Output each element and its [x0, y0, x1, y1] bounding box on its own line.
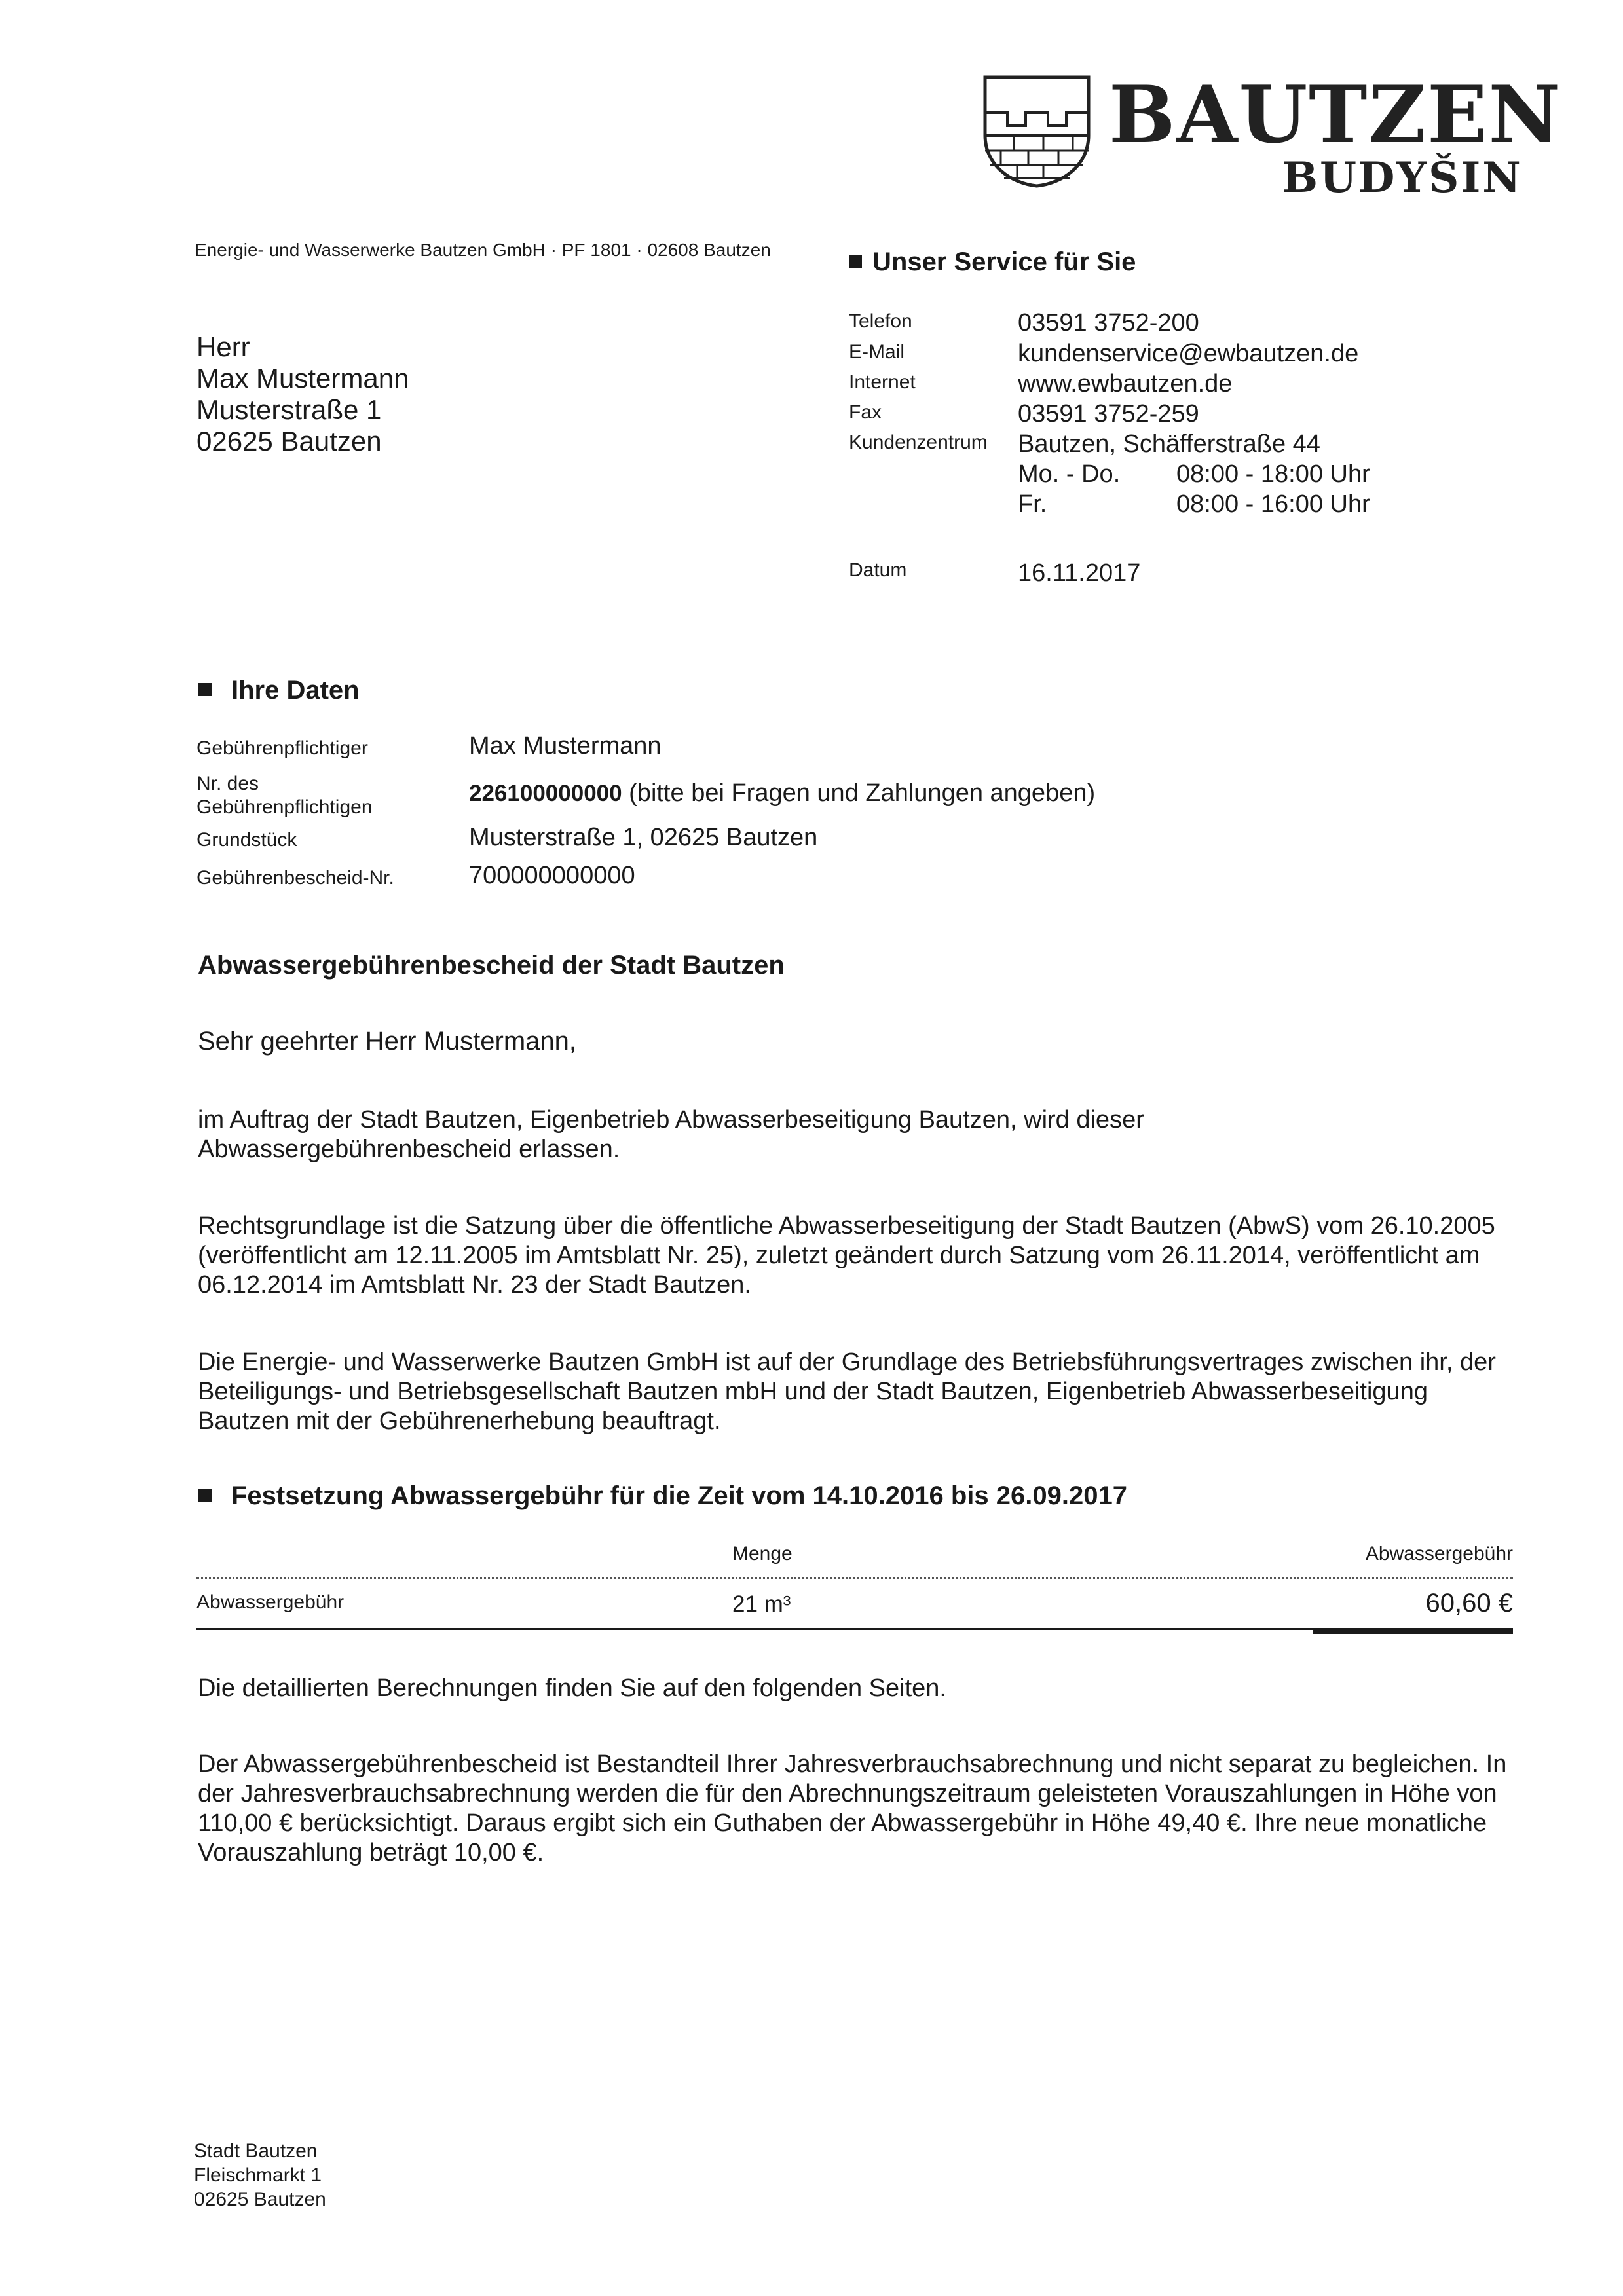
payer-label: Gebührenpflichtiger	[196, 737, 368, 759]
paragraph-commission: im Auftrag der Stadt Bautzen, Eigenbetrieb Abwasserbeseitigung Bautzen, wird dieser Abwassergebührenbescheid erlassen.	[198, 1106, 1144, 1163]
date-value: 16.11.2017	[1018, 559, 1141, 587]
total-underline	[1313, 1630, 1513, 1634]
footer-line-3: 02625 Bautzen	[194, 2189, 326, 2210]
footer-line-1: Stadt Bautzen	[194, 2140, 318, 2162]
payer-nr-value: 226100000000	[469, 781, 622, 806]
logo-subname: BUDYŠIN	[1282, 153, 1523, 202]
fee-table	[196, 1543, 1513, 1641]
table-header-divider	[196, 1577, 1513, 1579]
table-row-menge: 21 m³	[732, 1591, 791, 1617]
hours-weekdays: Mo. - Do.	[1018, 460, 1121, 488]
document-title: Abwassergebührenbescheid der Stadt Bautzen	[198, 951, 785, 980]
hours-friday-time: 08:00 - 16:00 Uhr	[1176, 491, 1370, 518]
center-value: Bautzen, Schäfferstraße 44	[1018, 430, 1320, 458]
fax-label: Fax	[849, 401, 882, 423]
email-label: E-Mail	[849, 341, 905, 363]
recipient-address	[196, 331, 409, 457]
table-row-amount: 60,60 €	[1425, 1589, 1513, 1618]
recipient-city: 02625 Bautzen	[196, 426, 382, 456]
property-label: Grundstück	[196, 829, 297, 851]
greeting: Sehr geehrter Herr Mustermann,	[198, 1027, 577, 1056]
table-row-label: Abwassergebühr	[196, 1591, 345, 1613]
bullet-square-icon	[198, 1489, 212, 1502]
service-heading: Unser Service für Sie	[849, 248, 1136, 277]
festsetzung-heading: Festsetzung Abwassergebühr für die Zeit vom 14.10.2016 bis 26.09.2017	[198, 1481, 1127, 1511]
email-value: kundenservice@ewbautzen.de	[1018, 340, 1359, 367]
logo	[981, 69, 1562, 204]
payer-nr-label-2: Gebührenpflichtigen	[196, 796, 373, 818]
phone-label: Telefon	[849, 310, 912, 332]
payer-nr-row	[469, 779, 1095, 807]
logo-name: BAUTZEN	[1109, 69, 1562, 161]
bullet-square-icon	[198, 683, 212, 696]
bullet-square-icon	[849, 255, 862, 268]
ihre-daten-block	[196, 732, 1375, 902]
ihre-daten-heading: Ihre Daten	[198, 676, 360, 705]
recipient-salutation: Herr	[196, 331, 250, 362]
paragraph-legal-basis: Rechtsgrundlage ist die Satzung über die öffentliche Abwasserbeseitigung der Stadt Bautzen (AbwS) vom 26.10.2005 (veröffentlicht am 12.11.2005 im Amtsblatt Nr. 25), zuletzt geändert durch Satzung vom 26.11.2014, veröffentlicht am 06.12.2014 im Amtsblatt Nr. 23 der Stadt Bautzen.	[198, 1212, 1495, 1299]
footer-address	[194, 2139, 326, 2212]
column-header-abwassergebuehr: Abwassergebühr	[1365, 1543, 1513, 1565]
notice-nr-value: 700000000000	[469, 862, 635, 889]
internet-label: Internet	[849, 371, 916, 393]
payer-value: Max Mustermann	[469, 732, 662, 760]
hours-weekdays-time: 08:00 - 18:00 Uhr	[1176, 460, 1370, 488]
fax-value: 03591 3752-259	[1018, 400, 1199, 428]
internet-value: www.ewbautzen.de	[1018, 370, 1233, 398]
paragraph-settlement: Der Abwassergebührenbescheid ist Bestandteil Ihrer Jahresverbrauchsabrechnung und nicht separat zu begleichen. In der Jahresverbrauchsabrechnung werden die für den Abrechnungszeitraum geleisteten Vorauszahlungen in Höhe von 110,00 € berücksichtigt. Daraus ergibt sich ein Guthaben der Abwassergebühr in Höhe 49,40 €. Ihre neue monatliche Vorauszahlung beträgt 10,00 €.	[198, 1750, 1507, 1866]
column-header-menge: Menge	[732, 1543, 793, 1565]
notice-nr-label: Gebührenbescheid-Nr.	[196, 867, 394, 889]
recipient-name: Max Mustermann	[196, 363, 409, 394]
payer-nr-note: (bitte bei Fragen und Zahlungen angeben)	[629, 779, 1096, 807]
hours-friday: Fr.	[1018, 491, 1047, 518]
center-label: Kundenzentrum	[849, 432, 988, 453]
paragraph-details-note: Die detaillierten Berechnungen finden Sie auf den folgenden Seiten.	[198, 1675, 946, 1702]
sender-line: Energie- und Wasserwerke Bautzen GmbH · PF 1801 · 02608 Bautzen	[195, 240, 771, 260]
payer-nr-label-1: Nr. des	[196, 773, 259, 794]
footer-line-2: Fleischmarkt 1	[194, 2164, 322, 2186]
paragraph-operator: Die Energie- und Wasserwerke Bautzen GmbH ist auf der Grundlage des Betriebsführungsvertrages zwischen ihr, der Beteiligungs- und Betriebsgesellschaft Bautzen mbH und der Stadt Bautzen, Eigenbetrieb Abwasserbeseitigung Bautzen mit der Gebührenerhebung beauftragt.	[198, 1348, 1496, 1435]
phone-value: 03591 3752-200	[1018, 309, 1199, 337]
date-label: Datum	[849, 559, 907, 581]
bautzen-coat-of-arms-icon	[981, 73, 1092, 188]
recipient-street: Musterstraße 1	[196, 394, 382, 425]
property-value: Musterstraße 1, 02625 Bautzen	[469, 824, 818, 851]
